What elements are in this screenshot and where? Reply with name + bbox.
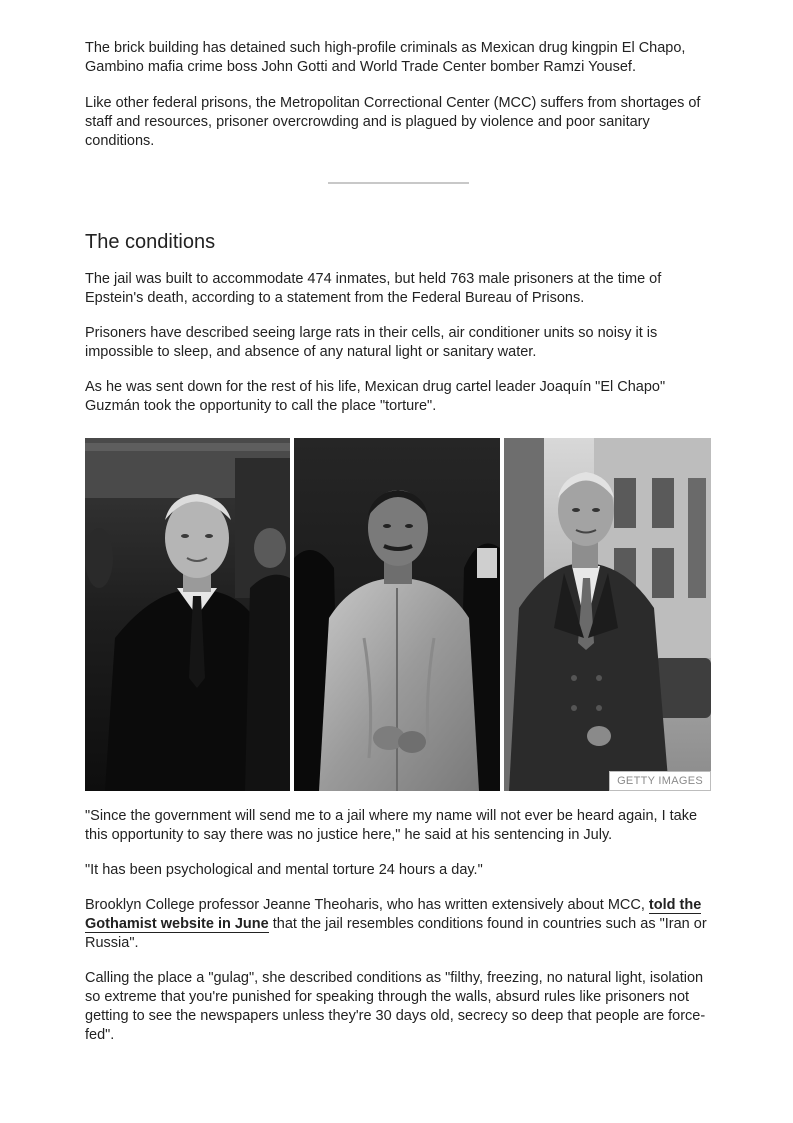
gothamist-paragraph	[85, 896, 711, 953]
intro-paragraph-2: Like other federal prisons, the Metropolitan Correctional Center (MCC) suffers from shortages of staff and resources, prisoner overcrowding and is plagued by violence and poor sanitary conditions.	[85, 95, 701, 149]
photo-right	[504, 438, 711, 791]
gothamist-text-after: that the jail resembles conditions found in countries such as "Iran or Russia".	[85, 916, 707, 951]
quote-paragraph-1: "Since the government will send me to a jail where my name will not ever be heard again, I take this opportunity to say there was no justice here," he said at his sentencing in July.	[85, 808, 698, 843]
quote-paragraph-2: "It has been psychological and mental torture 24 hours a day."	[85, 862, 483, 878]
section-divider	[328, 182, 469, 184]
closing-paragraph: Calling the place a "gulag", she described conditions as "filthy, freezing, no natural light, isolation so extreme that you're punished for speaking through the walls, absurd rules like prisoners not getting to see the newspapers unless they're 30 days old, secrecy so deep that people are force-fed".	[85, 970, 706, 1043]
triptych-photo	[85, 438, 711, 791]
gothamist-text-before: Brooklyn College professor Jeanne Theoharis, who has written extensively about MCC,	[85, 897, 649, 913]
image-credit: GETTY IMAGES	[609, 771, 711, 791]
conditions-paragraph-3: As he was sent down for the rest of his life, Mexican drug cartel leader Joaquín "El Chapo" Guzmán took the opportunity to call the place "torture".	[85, 379, 666, 414]
photo-left	[85, 438, 290, 791]
section-heading: The conditions	[85, 231, 216, 253]
photo-middle	[294, 438, 500, 791]
gothamist-link[interactable]: told the Gothamist website in June	[85, 897, 702, 932]
intro-paragraph-1: The brick building has detained such high-profile criminals as Mexican drug kingpin El Chapo, Gambino mafia crime boss John Gotti and World Trade Center bomber Ramzi Yousef.	[85, 40, 686, 75]
conditions-paragraph-1: The jail was built to accommodate 474 inmates, but held 763 male prisoners at the time of Epstein's death, according to a statement from the Federal Bureau of Prisons.	[85, 271, 662, 306]
conditions-paragraph-2: Prisoners have described seeing large rats in their cells, air conditioner units so noisy it is impossible to sleep, and absence of any natural light or sanitary water.	[85, 325, 658, 360]
